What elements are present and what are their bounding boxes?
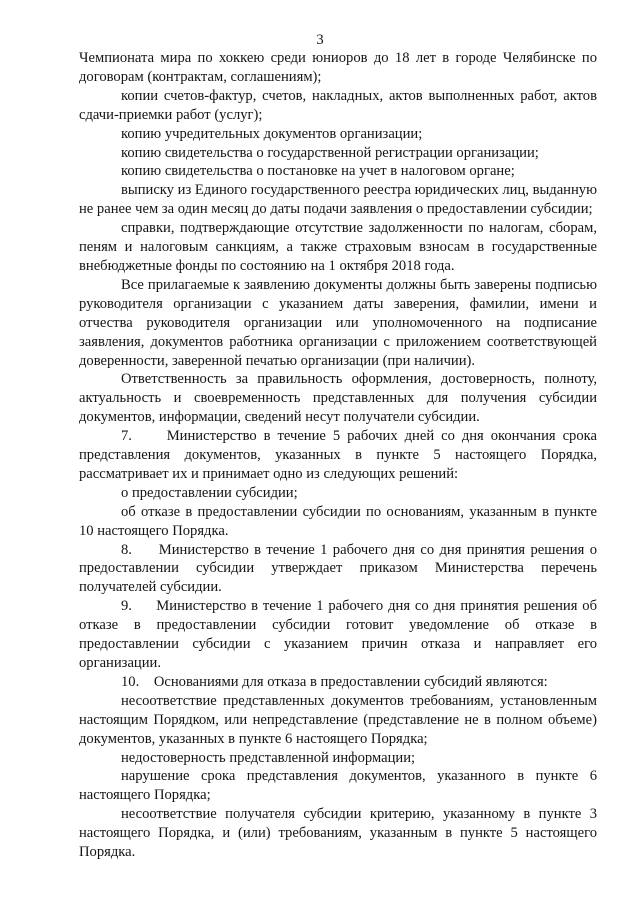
list-item-registration-certificate: копию свидетельства о государственной регистрации организации; xyxy=(121,144,539,161)
refusal-ground-deadline: нарушение срока представления документов, указанного в пункте 6 настоящего Порядка; xyxy=(79,768,597,804)
list-item-founding-docs: копию учредительных документов организации; xyxy=(121,125,423,142)
refusal-ground-nonconformity: несоответствие представленных документов требованиям, установленным настоящим Порядком, или непредставление (представление не в полном объеме) документов, указанных в пункте 6 настоящего Порядка; xyxy=(79,692,597,747)
page-number: 3 xyxy=(316,32,324,48)
decision-refuse: об отказе в предоставлении субсидии по основаниям, указанным в пункте 10 настоящего Порядка. xyxy=(79,503,597,539)
decision-grant: о предоставлении субсидии; xyxy=(121,484,298,501)
clause-10: 10. Основаниями для отказа в предоставлении субсидий являются: xyxy=(121,673,548,690)
list-item-register-extract: выписку из Единого государственного реестра юридических лиц, выданную не ранее чем за один месяц до даты подачи заявления о предоставлении субсидии; xyxy=(79,182,597,218)
paragraph-continuation: Чемпионата мира по хоккею среди юниоров до 18 лет в городе Челябинске по договорам (контрактам, соглашениям); xyxy=(79,50,597,85)
refusal-ground-false-info: недостоверность представленной информации; xyxy=(121,749,416,766)
clause-7: 7. Министерство в течение 5 рабочих дней со дня окончания срока представления документов, указанных в пункте 5 настоящего Порядка, рассматривает их и принимает одно из следующих решений: xyxy=(79,428,597,482)
paragraph-document-certification: Все прилагаемые к заявлению документы должны быть заверены подписью руководителя организации с указанием даты заверения, фамилии, имени и отчества руководителя организации или уполномоченного на подписание заявления, документов работника организации с приложением соответствующей доверенности, заверенной печатью организации (при наличии). xyxy=(79,276,597,369)
document-body xyxy=(79,49,597,862)
refusal-ground-criteria: несоответствие получателя субсидии критерию, указанному в пункте 3 настоящего Порядка, и (или) требованиям, указанным в пункте 5 настоящего Порядка. xyxy=(79,806,597,861)
clause-8: 8. Министерство в течение 1 рабочего дня со дня принятия решения о предоставлении субсидии утверждает приказом Министерства перечень получателей субсидии. xyxy=(79,541,597,596)
list-item-tax-certificate: копию свидетельства о постановке на учет в налоговом органе; xyxy=(121,163,515,180)
paragraph-responsibility: Ответственность за правильность оформления, достоверность, полноту, актуальность и своевременность представленных для получения субсидии документов, информации, сведений несут получатели субсидии. xyxy=(79,371,597,426)
list-item-no-debt-certificate: справки, подтверждающие отсутствие задолженности по налогам, сборам, пеням и налоговым санкциям, а также страховым взносам в государственные внебюджетные фонды по состоянию на 1 октября 2018 года. xyxy=(79,220,597,274)
clause-9: 9. Министерство в течение 1 рабочего дня со дня принятия решения об отказе в предоставлении субсидии готовит уведомление об отказе в предоставлении субсидии с указанием причин отказа и направляет его организации. xyxy=(79,598,597,671)
list-item-invoices: копии счетов-фактур, счетов, накладных, актов выполненных работ, актов сдачи-приемки работ (услуг); xyxy=(79,87,597,123)
